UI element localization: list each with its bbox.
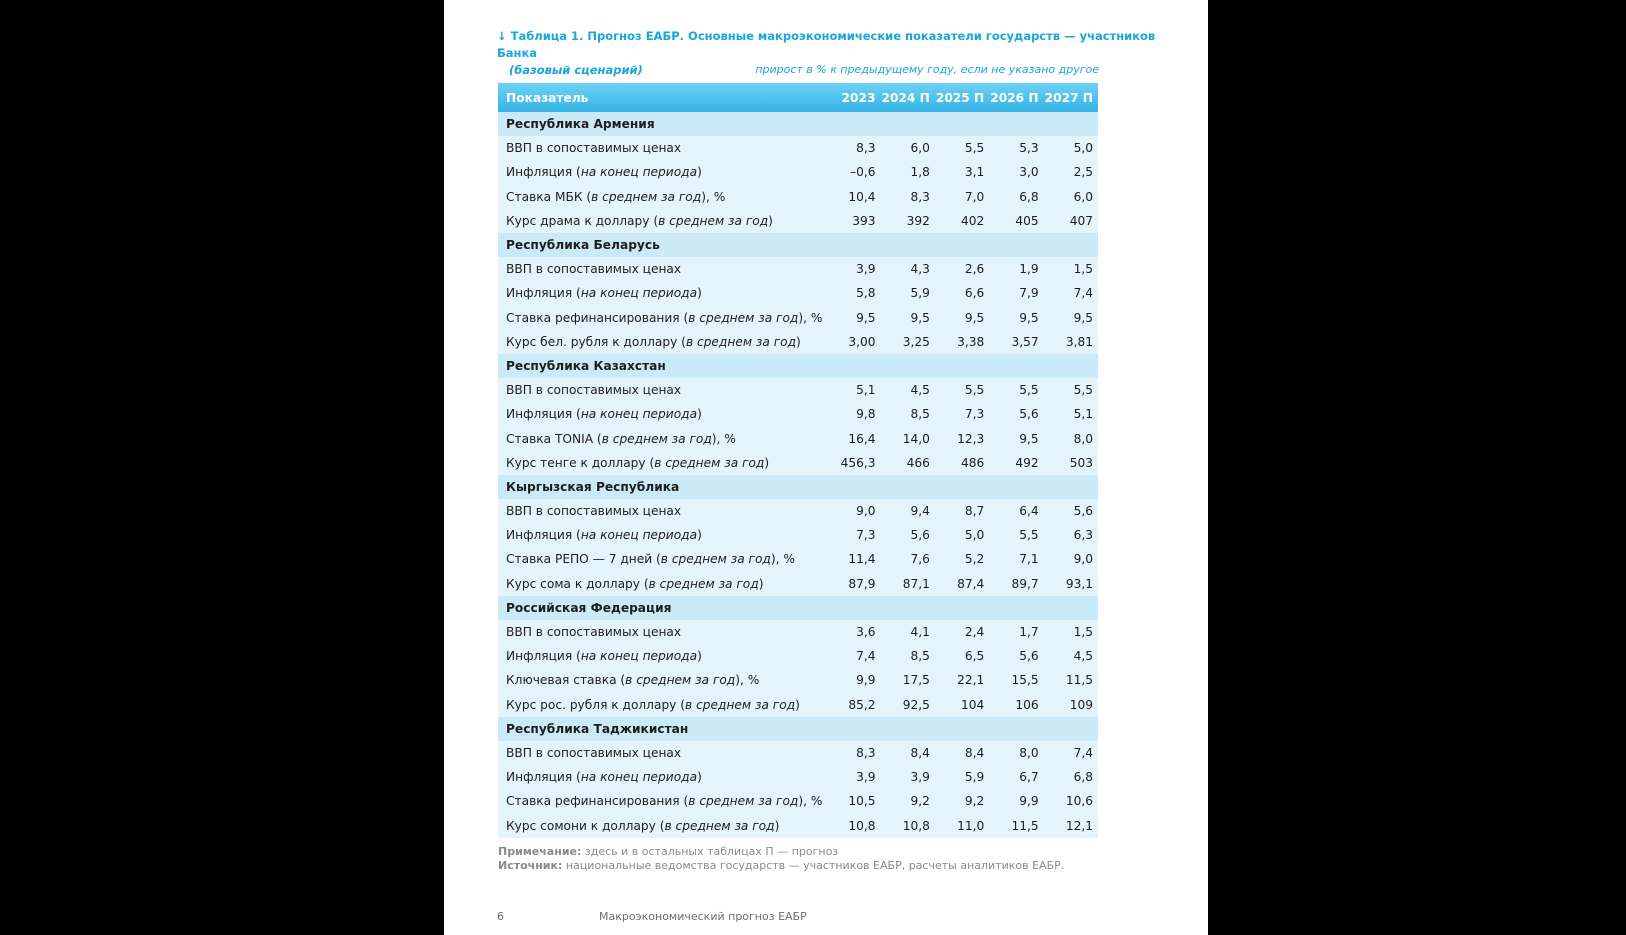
table-row — [498, 741, 1098, 765]
row-label-suffix: ), % — [770, 552, 795, 567]
row-label-text: Курс драма к доллару ( — [506, 213, 659, 228]
row-label-suffix: ), % — [711, 431, 736, 446]
forecast-table — [498, 83, 1098, 838]
value-cell: 17,5 — [880, 668, 934, 692]
value-cell: 3,00 — [827, 330, 880, 354]
value-cell: 8,3 — [827, 136, 880, 160]
table-row — [498, 693, 1098, 717]
row-label-text: Инфляция ( — [506, 407, 581, 422]
value-cell: 9,5 — [1044, 306, 1098, 330]
value-cell: 1,7 — [989, 620, 1043, 644]
value-cell: 393 — [827, 209, 880, 233]
row-label-text: ВВП в сопоставимых ценах — [506, 141, 682, 156]
value-cell: 6,8 — [989, 185, 1043, 209]
value-cell: 2,6 — [935, 257, 989, 281]
row-label — [498, 620, 827, 644]
table-row — [498, 136, 1098, 160]
value-cell: 8,5 — [880, 644, 934, 668]
row-label-suffix: ), % — [701, 189, 726, 204]
value-cell: 10,8 — [880, 813, 934, 837]
row-label-italic: в среднем за год — [654, 455, 765, 470]
row-label-italic: в среднем за год — [601, 431, 712, 446]
value-cell: 3,38 — [935, 330, 989, 354]
value-cell: 5,5 — [935, 136, 989, 160]
value-cell: 5,3 — [989, 136, 1043, 160]
value-cell: 1,8 — [880, 160, 934, 184]
value-cell: 92,5 — [880, 693, 934, 717]
row-label-italic: в среднем за год — [658, 213, 769, 228]
table-row — [498, 620, 1098, 644]
value-cell: 7,4 — [1044, 741, 1098, 765]
row-label-italic: в среднем за год — [591, 189, 702, 204]
row-label — [498, 523, 827, 547]
row-label-italic: в среднем за год — [688, 310, 799, 325]
value-cell: 89,7 — [989, 572, 1043, 596]
section-title: Республика Армения — [498, 112, 1098, 136]
value-cell: 6,0 — [880, 136, 934, 160]
value-cell: 3,9 — [827, 765, 880, 789]
value-cell: 9,8 — [827, 402, 880, 426]
table-row — [498, 426, 1098, 450]
value-cell: 22,1 — [935, 668, 989, 692]
value-cell: 9,5 — [935, 306, 989, 330]
row-label-suffix: ) — [768, 213, 773, 228]
row-label — [498, 160, 827, 184]
row-label — [498, 644, 827, 668]
row-label-suffix: ), % — [735, 673, 760, 688]
row-label-italic: в среднем за год — [660, 552, 771, 567]
table-body — [498, 112, 1098, 838]
value-cell: 7,6 — [880, 547, 934, 571]
table-row — [498, 668, 1098, 692]
publication-name: Макроэкономический прогноз ЕАБР — [599, 910, 807, 923]
value-cell: 3,9 — [880, 765, 934, 789]
value-cell: 10,4 — [827, 185, 880, 209]
row-label-text: ВВП в сопоставимых ценах — [506, 625, 682, 640]
row-label-italic: в среднем за год — [685, 697, 796, 712]
row-label — [498, 281, 827, 305]
table-row — [498, 185, 1098, 209]
row-label-italic: в среднем за год — [688, 794, 799, 809]
table-row — [498, 499, 1098, 523]
value-cell: 8,4 — [935, 741, 989, 765]
row-label-suffix: ) — [795, 697, 800, 712]
source-label: Источник: — [498, 859, 563, 872]
value-cell: 8,3 — [827, 741, 880, 765]
value-cell: 7,3 — [935, 402, 989, 426]
value-cell: 11,5 — [989, 813, 1043, 837]
value-cell: 10,5 — [827, 789, 880, 813]
row-label-suffix: ) — [697, 649, 702, 664]
value-cell: 87,4 — [935, 572, 989, 596]
value-cell: 503 — [1044, 451, 1098, 475]
value-cell: 8,7 — [935, 499, 989, 523]
table-header-row — [498, 83, 1098, 112]
value-cell: 7,9 — [989, 281, 1043, 305]
value-cell: 1,5 — [1044, 257, 1098, 281]
table-row — [498, 451, 1098, 475]
row-label — [498, 330, 827, 354]
units-note: прирост в % к предыдущему году, если не указано другое — [755, 63, 1099, 76]
table-row — [498, 547, 1098, 571]
source-text: национальные ведомства государств — участников ЕАБР, расчеты аналитиков ЕАБР. — [562, 859, 1065, 872]
value-cell: 109 — [1044, 693, 1098, 717]
value-cell: 8,0 — [1044, 426, 1098, 450]
table-row — [498, 160, 1098, 184]
value-cell: 5,5 — [935, 378, 989, 402]
value-cell: 405 — [989, 209, 1043, 233]
value-cell: 9,5 — [989, 426, 1043, 450]
value-cell: 7,0 — [935, 185, 989, 209]
value-cell: 3,0 — [989, 160, 1043, 184]
value-cell: 5,6 — [989, 402, 1043, 426]
section-title: Республика Казахстан — [498, 354, 1098, 378]
value-cell: 85,2 — [827, 693, 880, 717]
value-cell: 392 — [880, 209, 934, 233]
row-label-text: Курс тенге к доллару ( — [506, 455, 655, 470]
row-label-text: Инфляция ( — [506, 286, 581, 301]
table-row — [498, 306, 1098, 330]
value-cell: 87,9 — [827, 572, 880, 596]
value-cell: 486 — [935, 451, 989, 475]
value-cell: 6,6 — [935, 281, 989, 305]
value-cell: 3,57 — [989, 330, 1043, 354]
row-label — [498, 813, 827, 837]
table-row — [498, 330, 1098, 354]
row-label-italic: в среднем за год — [685, 334, 796, 349]
row-label-italic: на конец периода — [580, 528, 698, 543]
header-2025: 2025 П — [935, 83, 989, 112]
value-cell: 4,3 — [880, 257, 934, 281]
arrow-down-icon: ↓ — [497, 29, 507, 43]
value-cell: 1,9 — [989, 257, 1043, 281]
row-label-text: Инфляция ( — [506, 165, 581, 180]
value-cell: 9,5 — [880, 306, 934, 330]
value-cell: 4,5 — [1044, 644, 1098, 668]
row-label-text: Ставка рефинансирования ( — [506, 794, 689, 809]
table-title-main: Таблица 1. Прогноз ЕАБР. Основные макроэкономические показатели государств — участников Банка — [497, 29, 1156, 60]
row-label — [498, 402, 827, 426]
table-row — [498, 572, 1098, 596]
row-label-suffix: ), % — [798, 794, 823, 809]
value-cell: 6,0 — [1044, 185, 1098, 209]
section-title: Республика Беларусь — [498, 233, 1098, 257]
row-label-text: ВВП в сопоставимых ценах — [506, 745, 682, 760]
row-label-italic: в среднем за год — [648, 576, 759, 591]
value-cell: 402 — [935, 209, 989, 233]
note-text: здесь и в остальных таблицах П — прогноз — [581, 845, 839, 858]
value-cell: 5,8 — [827, 281, 880, 305]
row-label-text: Курс рос. рубля к доллару ( — [506, 697, 686, 712]
header-indicator: Показатель — [498, 83, 827, 112]
row-label-suffix: ) — [758, 576, 764, 591]
row-label-italic: на конец периода — [580, 770, 698, 785]
table-row — [498, 402, 1098, 426]
value-cell: 6,7 — [989, 765, 1043, 789]
table-row — [498, 644, 1098, 668]
row-label — [498, 257, 827, 281]
table-row — [498, 765, 1098, 789]
value-cell: 5,1 — [1044, 402, 1098, 426]
value-cell: 93,1 — [1044, 572, 1098, 596]
row-label — [498, 136, 827, 160]
value-cell: 7,4 — [827, 644, 880, 668]
row-label-suffix: ) — [697, 407, 702, 422]
value-cell: 456,3 — [827, 451, 880, 475]
row-label — [498, 185, 827, 209]
document-page — [444, 0, 1208, 935]
value-cell: 5,5 — [989, 378, 1043, 402]
row-label-suffix: ) — [697, 528, 702, 543]
row-label-text: Инфляция ( — [506, 528, 581, 543]
value-cell: 8,4 — [880, 741, 934, 765]
value-cell: 3,81 — [1044, 330, 1098, 354]
row-label-italic: в среднем за год — [625, 673, 736, 688]
value-cell: 3,25 — [880, 330, 934, 354]
value-cell: 5,5 — [989, 523, 1043, 547]
row-label-text: Ставка РЕПО — 7 дней ( — [506, 552, 661, 567]
value-cell: 8,3 — [880, 185, 934, 209]
row-label-text: Инфляция ( — [506, 649, 581, 664]
section-title: Российская Федерация — [498, 596, 1098, 620]
value-cell: 9,5 — [827, 306, 880, 330]
value-cell: 16,4 — [827, 426, 880, 450]
row-label — [498, 209, 827, 233]
value-cell: 6,4 — [989, 499, 1043, 523]
section-row — [498, 596, 1098, 620]
table-row — [498, 257, 1098, 281]
value-cell: 9,0 — [827, 499, 880, 523]
section-row — [498, 112, 1098, 136]
row-label-text: Ставка рефинансирования ( — [506, 310, 689, 325]
value-cell: 5,5 — [1044, 378, 1098, 402]
table-notes — [498, 845, 1064, 873]
value-cell: 5,6 — [880, 523, 934, 547]
row-label — [498, 306, 827, 330]
value-cell: 14,0 — [880, 426, 934, 450]
table-row — [498, 378, 1098, 402]
value-cell: 10,8 — [827, 813, 880, 837]
row-label-text: Курс сома к доллару ( — [506, 576, 649, 591]
header-2024: 2024 П — [880, 83, 934, 112]
value-cell: 2,4 — [935, 620, 989, 644]
value-cell: 5,6 — [989, 644, 1043, 668]
value-cell: 3,6 — [827, 620, 880, 644]
row-label — [498, 765, 827, 789]
row-label-italic: на конец периода — [580, 407, 698, 422]
value-cell: 6,5 — [935, 644, 989, 668]
row-label-text: Ставка TONIA ( — [506, 431, 602, 446]
value-cell: 9,4 — [880, 499, 934, 523]
value-cell: 6,3 — [1044, 523, 1098, 547]
value-cell: 5,6 — [1044, 499, 1098, 523]
section-row — [498, 717, 1098, 741]
value-cell: 12,3 — [935, 426, 989, 450]
value-cell: 3,9 — [827, 257, 880, 281]
section-row — [498, 354, 1098, 378]
value-cell: 4,1 — [880, 620, 934, 644]
header-2026: 2026 П — [989, 83, 1043, 112]
note-label: Примечание: — [498, 845, 582, 858]
value-cell: 87,1 — [880, 572, 934, 596]
row-label — [498, 547, 827, 571]
value-cell: 5,0 — [1044, 136, 1098, 160]
value-cell: 11,4 — [827, 547, 880, 571]
value-cell: 9,0 — [1044, 547, 1098, 571]
row-label-text: ВВП в сопоставимых ценах — [506, 383, 682, 398]
row-label-italic: на конец периода — [580, 649, 698, 664]
row-label-text: ВВП в сопоставимых ценах — [506, 262, 682, 277]
section-row — [498, 475, 1098, 499]
value-cell: 106 — [989, 693, 1043, 717]
row-label-text: Курс бел. рубля к доллару ( — [506, 334, 686, 349]
value-cell: 5,9 — [935, 765, 989, 789]
value-cell: 9,9 — [989, 789, 1043, 813]
value-cell: 5,0 — [935, 523, 989, 547]
value-cell: 9,9 — [827, 668, 880, 692]
value-cell: 9,2 — [935, 789, 989, 813]
page-number: 6 — [497, 910, 504, 923]
value-cell: 8,5 — [880, 402, 934, 426]
row-label-text: Инфляция ( — [506, 770, 581, 785]
row-label-italic: на конец периода — [580, 286, 698, 301]
row-label-italic: в среднем за год — [664, 818, 775, 833]
value-cell: 5,2 — [935, 547, 989, 571]
value-cell: 9,2 — [880, 789, 934, 813]
table-row — [498, 209, 1098, 233]
row-label — [498, 451, 827, 475]
row-label-suffix: ) — [697, 770, 702, 785]
value-cell: 492 — [989, 451, 1043, 475]
value-cell: 9,5 — [989, 306, 1043, 330]
section-row — [498, 233, 1098, 257]
row-label — [498, 378, 827, 402]
value-cell: 407 — [1044, 209, 1098, 233]
value-cell: 10,6 — [1044, 789, 1098, 813]
table-title-sub: (базовый сценарий) — [509, 63, 643, 77]
table-row — [498, 281, 1098, 305]
value-cell: 7,4 — [1044, 281, 1098, 305]
row-label-text: Ключевая ставка ( — [506, 673, 626, 688]
note-line — [498, 845, 1064, 859]
table-row — [498, 789, 1098, 813]
value-cell: 8,0 — [989, 741, 1043, 765]
value-cell: 12,1 — [1044, 813, 1098, 837]
value-cell: 15,5 — [989, 668, 1043, 692]
value-cell: 1,5 — [1044, 620, 1098, 644]
row-label — [498, 668, 827, 692]
value-cell: 6,8 — [1044, 765, 1098, 789]
source-line — [498, 859, 1064, 873]
value-cell: 2,5 — [1044, 160, 1098, 184]
value-cell: 5,9 — [880, 281, 934, 305]
value-cell: 7,3 — [827, 523, 880, 547]
value-cell: 5,1 — [827, 378, 880, 402]
row-label-suffix: ) — [697, 165, 702, 180]
row-label-suffix: ) — [697, 286, 702, 301]
row-label-suffix: ), % — [798, 310, 823, 325]
header-2023: 2023 — [827, 83, 880, 112]
value-cell: 3,1 — [935, 160, 989, 184]
value-cell: 11,5 — [1044, 668, 1098, 692]
row-label — [498, 741, 827, 765]
row-label — [498, 572, 827, 596]
row-label — [498, 693, 827, 717]
value-cell: 104 — [935, 693, 989, 717]
row-label — [498, 499, 827, 523]
row-label — [498, 789, 827, 813]
section-title: Республика Таджикистан — [498, 717, 1098, 741]
row-label — [498, 426, 827, 450]
row-label-italic: на конец периода — [580, 165, 698, 180]
value-cell: 11,0 — [935, 813, 989, 837]
row-label-suffix: ) — [774, 818, 780, 833]
value-cell: –0,6 — [827, 160, 880, 184]
value-cell: 7,1 — [989, 547, 1043, 571]
row-label-text: Ставка МБК ( — [506, 189, 592, 204]
row-label-text: ВВП в сопоставимых ценах — [506, 504, 682, 519]
table-row — [498, 813, 1098, 837]
row-label-text: Курс сомони к доллару ( — [506, 818, 665, 833]
value-cell: 4,5 — [880, 378, 934, 402]
row-label-suffix: ) — [796, 334, 801, 349]
header-2027: 2027 П — [1044, 83, 1098, 112]
section-title: Кыргызская Республика — [498, 475, 1098, 499]
value-cell: 466 — [880, 451, 934, 475]
table-row — [498, 523, 1098, 547]
row-label-suffix: ) — [764, 455, 770, 470]
